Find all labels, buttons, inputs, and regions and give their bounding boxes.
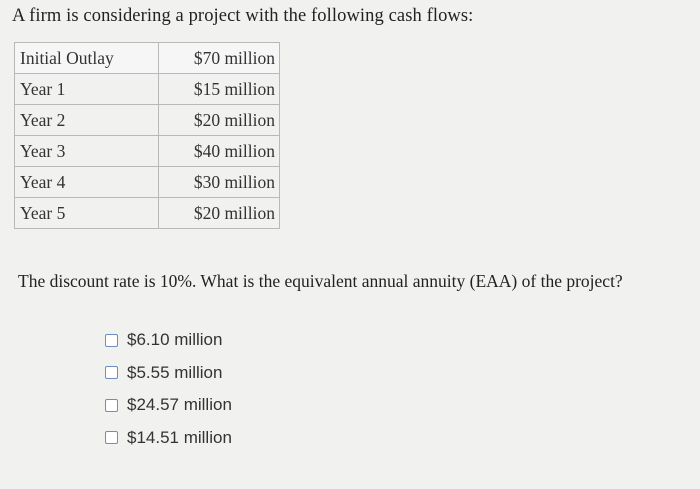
cash-flow-label: Year 5 [15, 198, 159, 229]
table-row [15, 105, 280, 136]
cash-flow-label: Year 2 [15, 105, 159, 136]
answer-option-label[interactable]: $24.57 million [127, 395, 232, 415]
cash-flow-table [14, 42, 280, 229]
checkbox-icon[interactable] [105, 431, 118, 444]
question-intro: A firm is considering a project with the following cash flows: [12, 6, 474, 26]
cash-flow-label: Year 1 [15, 74, 159, 105]
answer-option-1[interactable] [105, 324, 232, 357]
answer-option-4[interactable] [105, 422, 232, 455]
checkbox-icon[interactable] [105, 334, 118, 347]
table-row [15, 167, 280, 198]
table-row [15, 198, 280, 229]
answer-option-label[interactable]: $14.51 million [127, 427, 232, 447]
question-prompt: The discount rate is 10%. What is the equivalent annual annuity (EAA) of the project? [18, 271, 623, 291]
answer-option-2[interactable] [105, 357, 232, 390]
answer-option-label[interactable]: $6.10 million [127, 330, 223, 350]
cash-flow-value: $20 million [159, 198, 280, 229]
checkbox-icon[interactable] [105, 399, 118, 412]
cash-flow-value: $40 million [159, 136, 280, 167]
cash-flow-label: Year 3 [15, 136, 159, 167]
answer-option-3[interactable] [105, 389, 232, 422]
answer-option-label[interactable]: $5.55 million [127, 362, 223, 382]
checkbox-icon[interactable] [105, 366, 118, 379]
table-row [15, 136, 280, 167]
cash-flow-value: $20 million [159, 105, 280, 136]
cash-flow-label: Year 4 [15, 167, 159, 198]
cash-flow-value: $30 million [159, 167, 280, 198]
cash-flow-value: $15 million [159, 74, 280, 105]
cash-flow-value: $70 million [159, 43, 280, 74]
cash-flow-label: Initial Outlay [15, 43, 159, 74]
table-row [15, 74, 280, 105]
table-row [15, 43, 280, 74]
answer-options [105, 324, 232, 454]
